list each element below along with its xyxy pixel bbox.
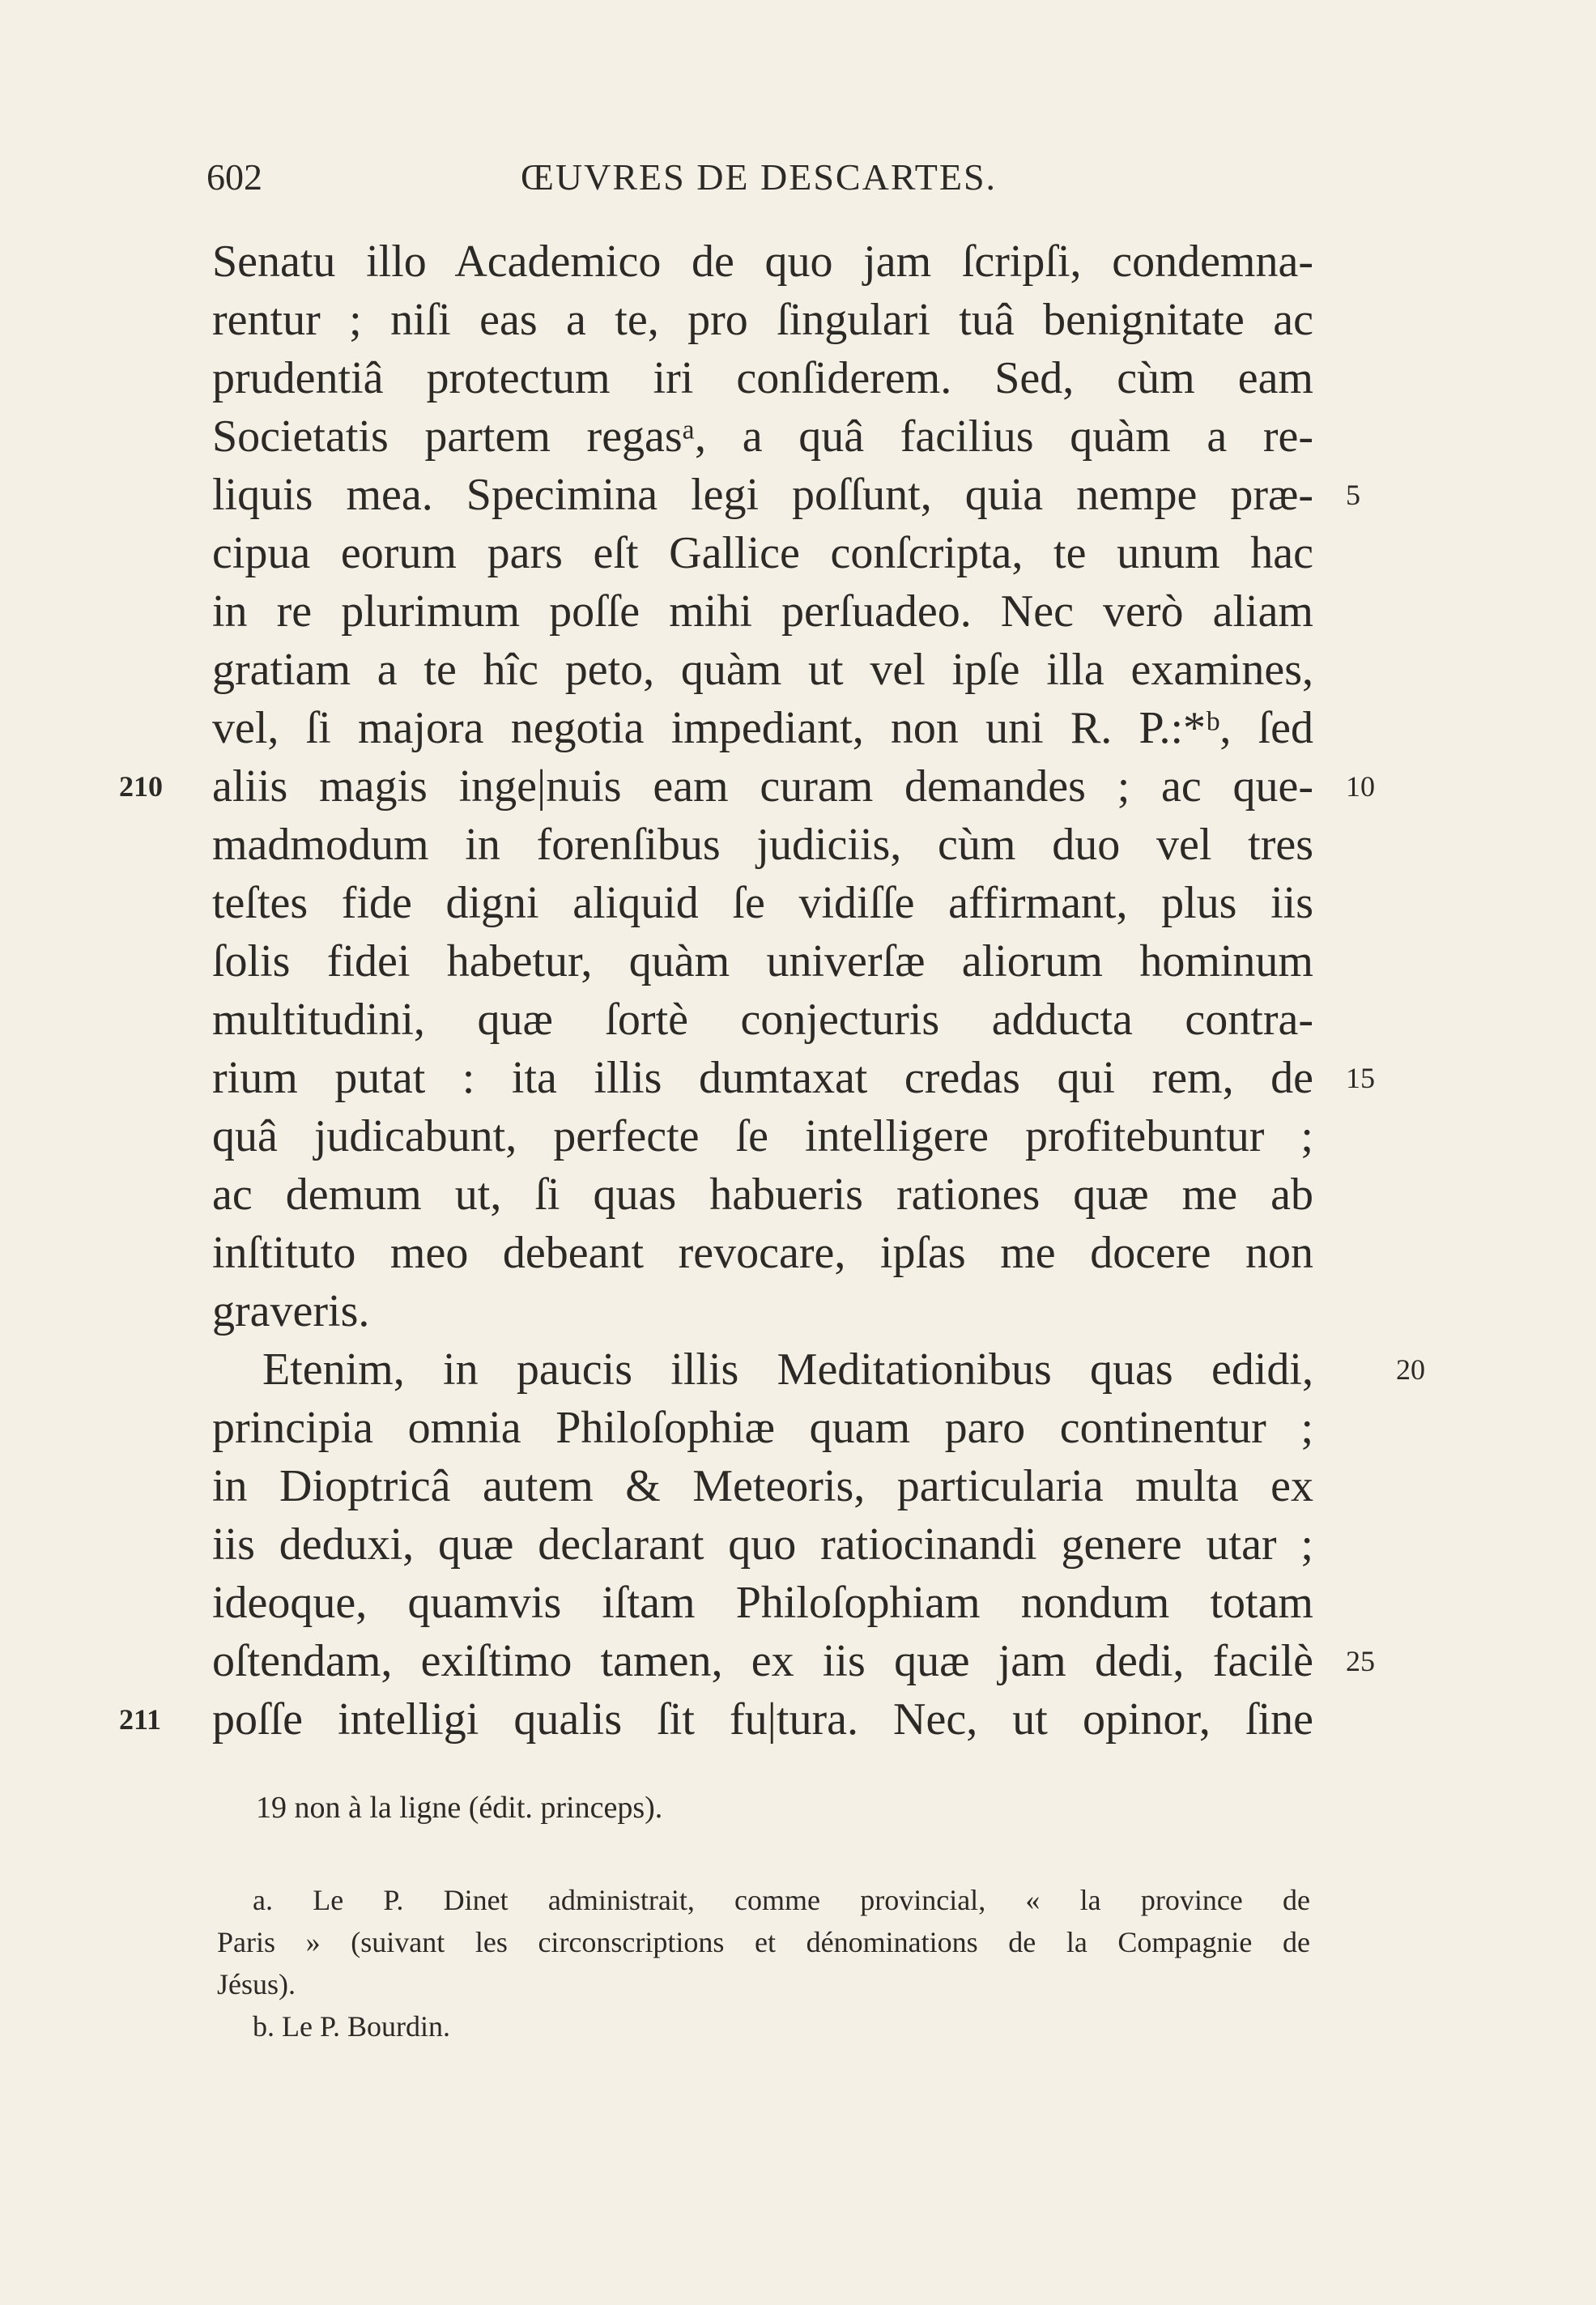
- text-line-content: in re plurimum poſſe mihi perſuadeo. Nec verò aliam: [212, 586, 1313, 637]
- text-line-content: principia omnia Philoſophiæ quam paro continentur ;: [212, 1403, 1313, 1453]
- text-line: [212, 641, 1313, 699]
- text-line-content: Societatis partem regasᵃ, a quâ facilius quàm a re-: [212, 411, 1313, 462]
- text-line: [212, 232, 1313, 291]
- text-line-content: Senatu illo Academico de quo jam ſcripſi, condemna-: [212, 236, 1313, 287]
- text-line: [212, 582, 1313, 641]
- text-line: [212, 816, 1313, 874]
- text-line: [212, 699, 1313, 757]
- running-title: ŒUVRES DE DESCARTES.: [521, 156, 998, 198]
- footnote-line: Paris » (suivant les circonscriptions et dénominations de la Compagnie de: [217, 1926, 1310, 1958]
- text-line-content: ſolis fidei habetur, quàm univerſæ aliorum hominum: [212, 936, 1313, 986]
- text-line: [212, 1632, 1375, 1690]
- text-line-content: graveris.: [212, 1286, 370, 1336]
- text-line-content: inſtituto meo debeant revocare, ipſas me docere non: [212, 1228, 1313, 1278]
- text-line: [212, 991, 1313, 1049]
- text-line: [212, 1574, 1313, 1632]
- text-line: [212, 524, 1313, 582]
- text-line: [212, 1049, 1375, 1107]
- text-line: [212, 466, 1360, 524]
- text-line: [212, 1282, 1313, 1340]
- text-line-content: cipua eorum pars eſt Gallice conſcripta, te unum hac: [212, 528, 1313, 578]
- text-line: [212, 1340, 1425, 1399]
- text-line-content: Etenim, in paucis illis Meditationibus quas edidi,: [262, 1344, 1313, 1395]
- page-header: [206, 156, 1312, 204]
- text-line: [212, 407, 1313, 466]
- text-line: [212, 932, 1313, 991]
- text-line-content: gratiam a te hîc peto, quàm ut vel ipſe illa examines,: [212, 645, 1313, 695]
- text-line-content: quâ judicabunt, perfecte ſe intelligere profitebuntur ;: [212, 1111, 1313, 1161]
- text-line-content: multitudini, quæ ſortè conjecturis adducta contra-: [212, 995, 1313, 1045]
- edition-page-reference: 210: [119, 770, 163, 803]
- line-number: 20: [1396, 1353, 1425, 1386]
- line-number: 10: [1346, 770, 1375, 803]
- text-line-content: liquis mea. Specimina legi poſſunt, quia nempe præ-: [212, 470, 1313, 520]
- line-number: 15: [1346, 1062, 1375, 1094]
- text-line-content: aliis magis inge|nuis eam curam demandes ; ac que-: [212, 761, 1313, 812]
- edition-page-reference: 211: [119, 1703, 162, 1736]
- footnote-line: b. Le P. Bourdin.: [253, 2010, 451, 2043]
- text-line: [212, 1457, 1313, 1515]
- text-line-content: rium putat : ita illis dumtaxat credas qui rem, de: [212, 1053, 1313, 1103]
- text-line: [119, 757, 1375, 816]
- page-number: 602: [206, 156, 262, 198]
- text-line-content: vel, ſi majora negotia impediant, non uni R. P.:*ᵇ, ſed: [212, 703, 1313, 753]
- text-line: [212, 1224, 1313, 1282]
- text-line-content: oſtendam, exiſtimo tamen, ex iis quæ jam dedi, facilè: [212, 1636, 1313, 1686]
- main-text: [119, 232, 1425, 1749]
- text-line: [212, 291, 1313, 349]
- line-number: 25: [1346, 1645, 1375, 1677]
- text-line-content: iis deduxi, quæ declarant quo ratiocinandi genere utar ;: [212, 1519, 1313, 1570]
- text-line: [212, 1399, 1313, 1457]
- text-line: [212, 874, 1313, 932]
- line-number: 5: [1346, 479, 1360, 511]
- text-line: [212, 349, 1313, 407]
- text-line-content: prudentiâ protectum iri conſiderem. Sed, cùm eam: [212, 353, 1313, 403]
- text-line: [212, 1107, 1313, 1165]
- text-line-content: ac demum ut, ſi quas habueris rationes quæ me ab: [212, 1170, 1313, 1220]
- text-line: [212, 1165, 1313, 1224]
- text-line-content: teſtes fide digni aliquid ſe vidiſſe affirmant, plus iis: [212, 878, 1313, 928]
- text-line-content: madmodum in forenſibus judiciis, cùm duo vel tres: [212, 820, 1313, 870]
- variant-note: 19 non à la ligne (édit. princeps).: [256, 1791, 663, 1825]
- footnote-line: a. Le P. Dinet administrait, comme provincial, « la province de: [253, 1884, 1310, 1916]
- footnote-line: Jésus).: [217, 1968, 296, 2000]
- text-line-content: rentur ; niſi eas a te, pro ſingulari tuâ benignitate ac: [212, 295, 1313, 345]
- text-line-content: ideoque, quamvis iſtam Philoſophiam nondum totam: [212, 1578, 1313, 1628]
- text-line-content: poſſe intelligi qualis ſit fu|tura. Nec, ut opinor, ſine: [212, 1694, 1313, 1745]
- footnotes: [217, 1879, 1310, 2047]
- text-line-content: in Dioptricâ autem & Meteoris, particularia multa ex: [212, 1461, 1313, 1511]
- text-line: [212, 1515, 1313, 1574]
- text-line: [119, 1690, 1313, 1749]
